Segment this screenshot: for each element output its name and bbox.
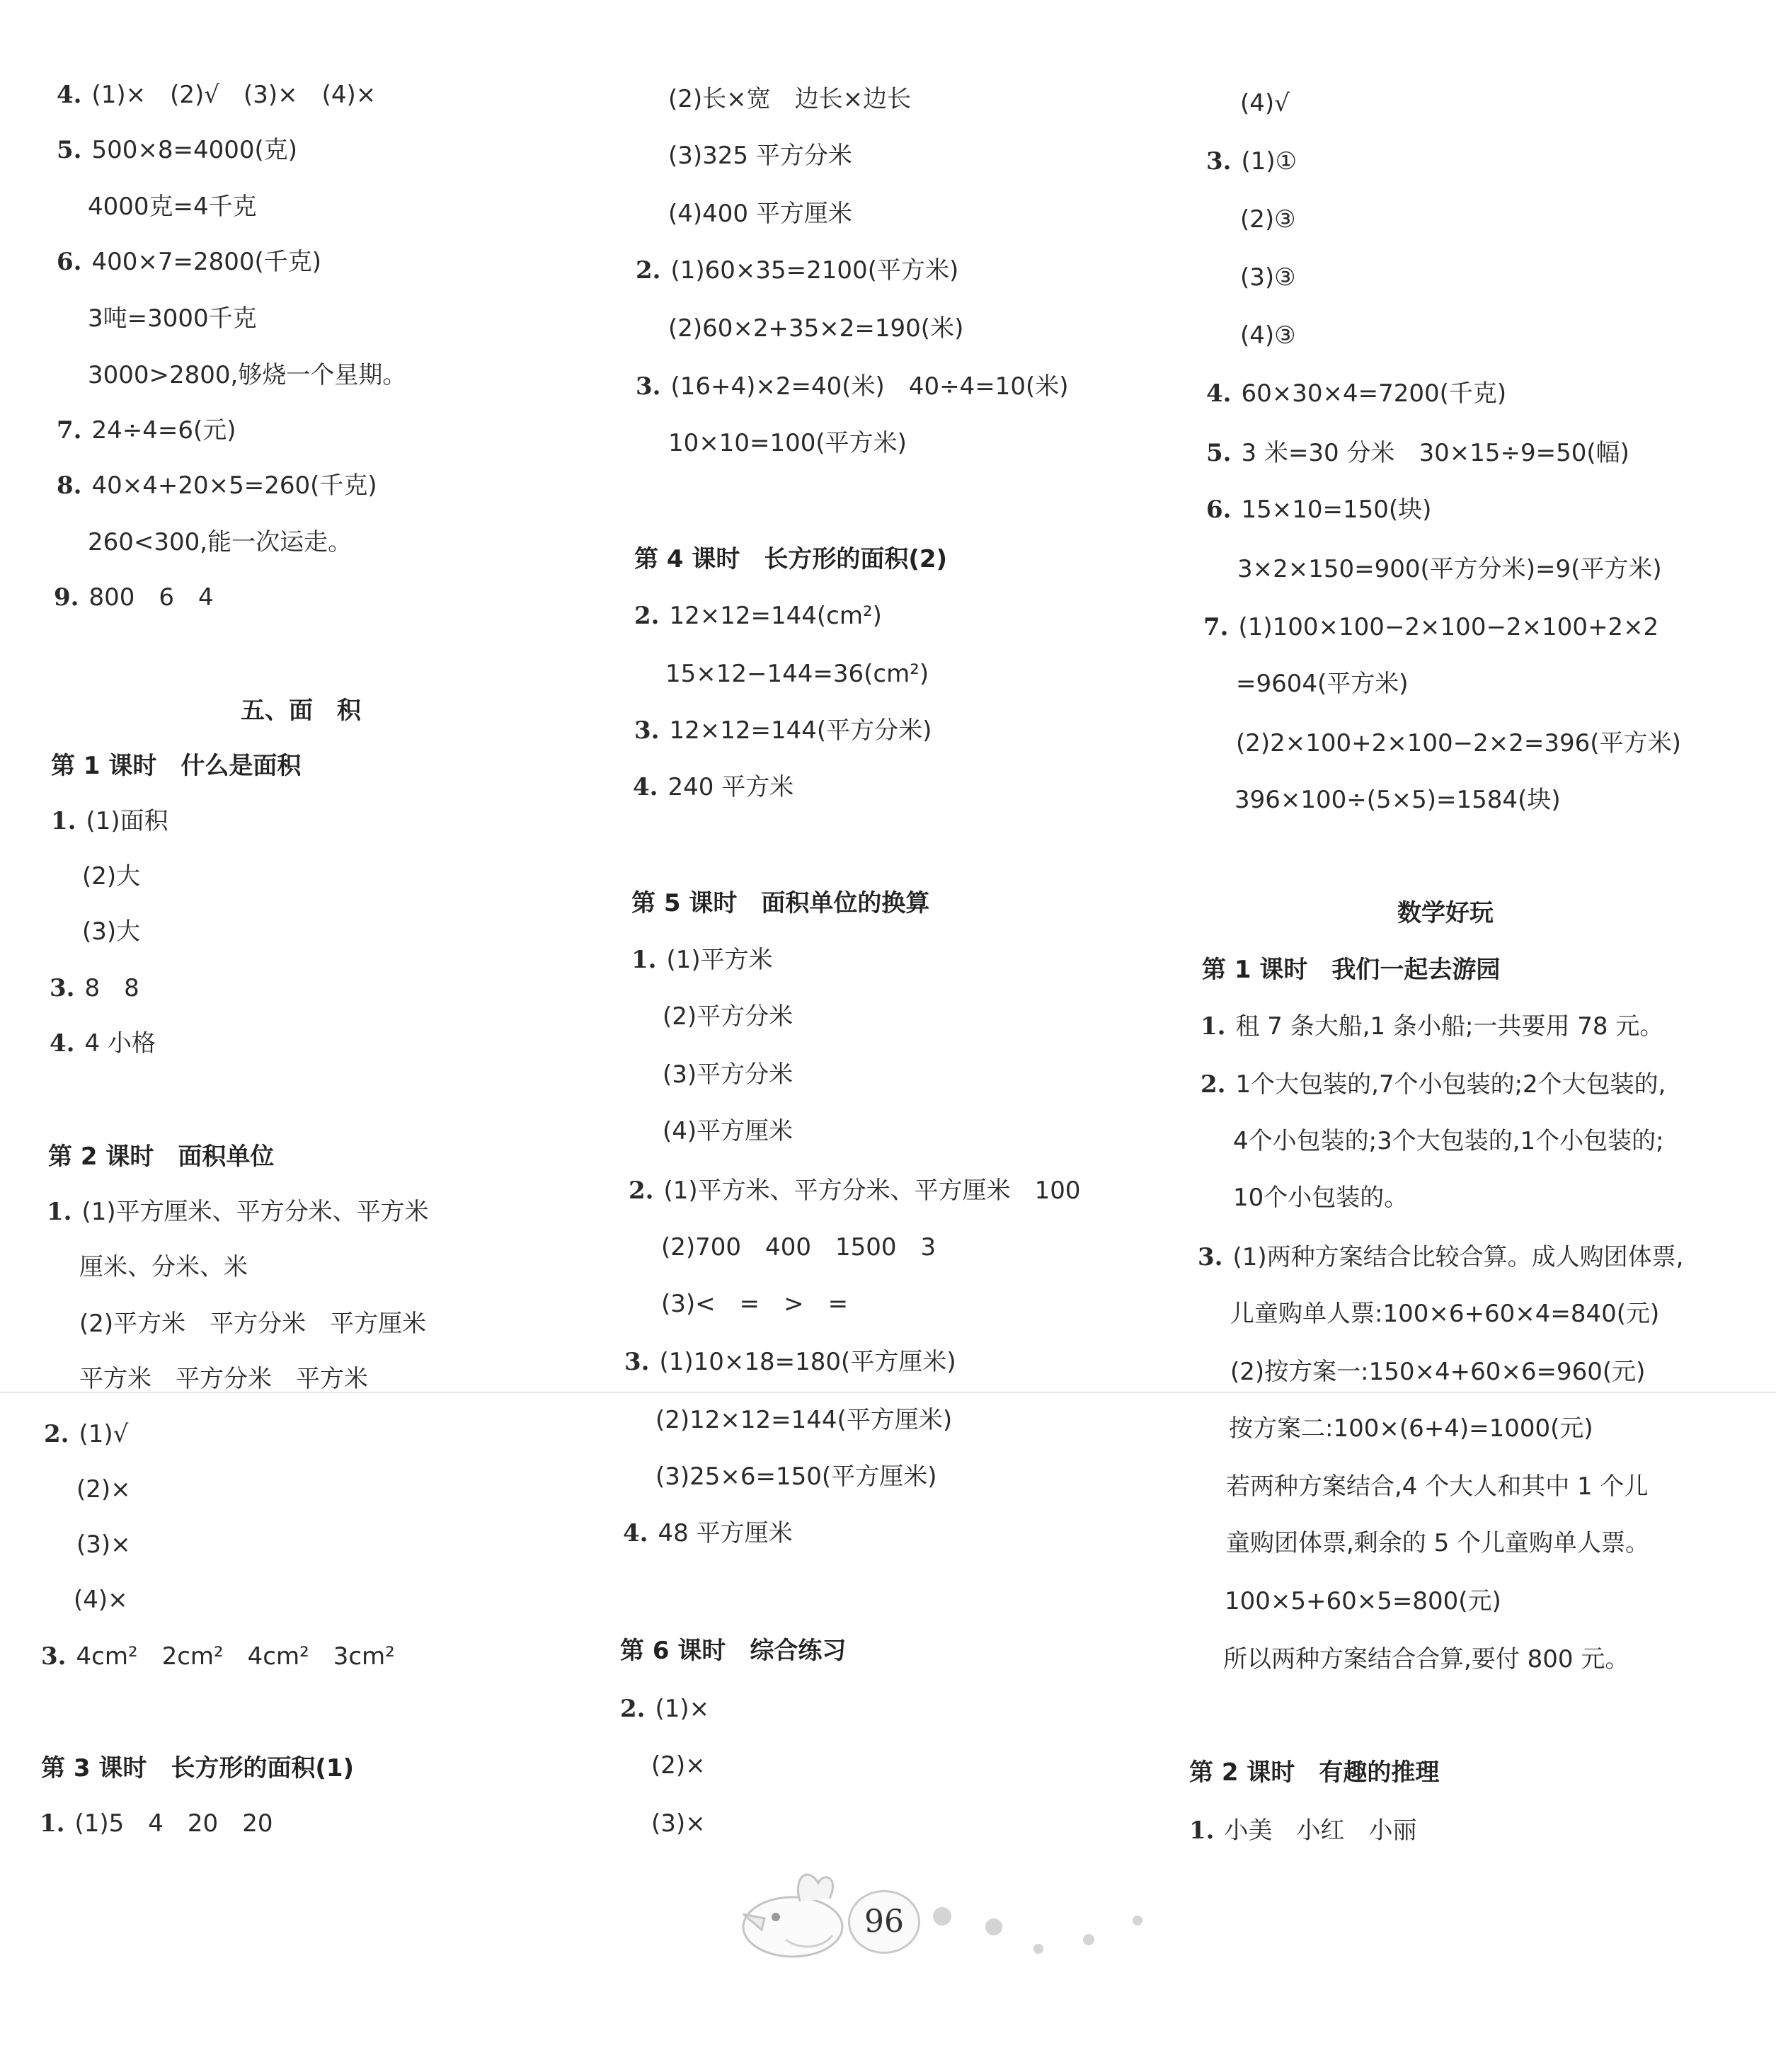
answer-line: 3. (1)10×18=180(平方厘米): [624, 1348, 956, 1376]
answer-line: (3)325 平方分米: [668, 142, 852, 170]
answer-line: 8. 40×4+20×5=260(千克): [57, 471, 377, 500]
answer-line: 9. 800 6 4: [54, 583, 214, 612]
lesson-heading: 第 2 课时 面积单位: [48, 1143, 275, 1171]
answer-line: 儿童购单人票:100×6+60×4=840(元): [1230, 1300, 1660, 1328]
answer-line: 厘米、分米、米: [79, 1253, 248, 1281]
lesson-heading: 第 4 课时 长方形的面积(2): [634, 545, 948, 573]
unit-title: 五、面 积: [241, 697, 361, 725]
answer-line: (2)60×2+35×2=190(米): [668, 314, 964, 343]
column-1: [0, 0, 580, 1911]
answer-line: 3. 12×12=144(平方分米): [634, 716, 932, 745]
answer-line: 3000>2800,够烧一个星期。: [88, 361, 407, 389]
answer-line: 10×10=100(平方米): [668, 429, 907, 457]
answer-line: (4)③: [1240, 321, 1296, 350]
decor-dot: [985, 1918, 1002, 1935]
answer-line: (2)平方米 平方分米 平方厘米: [79, 1310, 427, 1338]
answer-line: (3)×: [651, 1809, 706, 1838]
answer-line: 260<300,能一次运走。: [88, 528, 353, 556]
column-3: [1178, 0, 1758, 1911]
answer-line: (2)平方分米: [663, 1002, 794, 1031]
answer-line: (2)大: [82, 862, 141, 891]
answer-line: 6. 15×10=150(块): [1206, 496, 1432, 524]
answer-line: 2. (1)60×35=2100(平方米): [636, 256, 959, 285]
answer-line: 5. 3 米=30 分米 30×15÷9=50(幅): [1206, 439, 1629, 467]
answer-line: (4)√: [1240, 89, 1290, 118]
answer-line: 1. (1)平方厘米、平方分米、平方米: [47, 1198, 429, 1226]
answer-line: 3. (1)两种方案结合比较合算。成人购团体票,: [1198, 1243, 1684, 1271]
decor-dot: [933, 1907, 951, 1925]
answer-line: (3)< = > =: [661, 1290, 849, 1318]
answer-line: 396×100÷(5×5)=1584(块): [1234, 786, 1561, 814]
answer-line: 3. 8 8: [50, 974, 139, 1002]
answer-line: 3. (16+4)×2=40(米) 40÷4=10(米): [636, 372, 1069, 401]
answer-line: 1. (1)平方米: [631, 946, 773, 974]
unit-title: 数学好玩: [1397, 899, 1494, 927]
lesson-heading: 第 1 课时 什么是面积: [51, 752, 302, 780]
answer-line: 平方米 平方分米 平方米: [79, 1365, 368, 1393]
answer-line: 10个小包装的。: [1233, 1184, 1409, 1212]
answer-line: (2)长×宽 边长×边长: [668, 85, 912, 113]
answer-line: (3)×: [76, 1530, 131, 1559]
answer-line: 3. 4cm² 2cm² 4cm² 3cm²: [41, 1642, 395, 1671]
answer-line: 7. (1)100×100−2×100−2×100+2×2: [1203, 613, 1659, 641]
answer-line: 按方案二:100×(6+4)=1000(元): [1229, 1414, 1593, 1443]
answer-line: =9604(平方米): [1236, 670, 1409, 698]
answer-line: 4. 240 平方米: [633, 773, 794, 801]
column-2: [592, 0, 1172, 1911]
answer-line: 童购团体票,剩余的 5 个儿童购单人票。: [1226, 1529, 1650, 1557]
answer-line: 6. 400×7=2800(千克): [57, 248, 322, 276]
answer-line: 4. 4 小格: [50, 1029, 156, 1058]
answer-line: 100×5+60×5=800(元): [1225, 1587, 1501, 1615]
answer-line: (2)③: [1240, 205, 1296, 234]
answer-line: 15×12−144=36(cm²): [665, 660, 929, 688]
answer-line: 5. 500×8=4000(克): [57, 136, 298, 164]
answer-line: 2. (1)√: [44, 1420, 129, 1448]
answer-line: 1. (1)面积: [51, 807, 168, 835]
lesson-heading: 第 6 课时 综合练习: [620, 1637, 847, 1665]
answer-line: 2. 12×12=144(cm²): [634, 602, 882, 630]
answer-line: 1. 租 7 条大船,1 条小船;一共要用 78 元。: [1201, 1012, 1664, 1041]
answer-line: (3)大: [82, 917, 141, 946]
decor-dot: [1133, 1916, 1142, 1925]
answer-line: 2. 1个大包装的,7个小包装的;2个大包装的,: [1201, 1070, 1666, 1099]
bird-icon: [715, 1862, 857, 1968]
answer-line: 4个小包装的;3个大包装的,1个小包装的;: [1233, 1127, 1664, 1155]
answer-line: 4. 48 平方厘米: [623, 1519, 793, 1547]
answer-line: (2)12×12=144(平方厘米): [655, 1406, 953, 1434]
answer-line: 4. 60×30×4=7200(千克): [1206, 379, 1507, 408]
answer-line: 4. (1)× (2)√ (3)× (4)×: [57, 81, 377, 109]
answer-line: 若两种方案结合,4 个大人和其中 1 个儿: [1226, 1472, 1649, 1501]
answer-line: 1. 小美 小红 小丽: [1189, 1816, 1417, 1845]
answer-line: (2)×: [651, 1751, 706, 1780]
answer-line: (3)25×6=150(平方厘米): [655, 1463, 937, 1491]
decor-dot: [1083, 1934, 1094, 1945]
answer-line: 1. (1)5 4 20 20: [40, 1809, 273, 1838]
decor-dot: [1033, 1944, 1043, 1954]
answer-line: (4)400 平方厘米: [668, 200, 852, 228]
answer-line: 3. (1)①: [1206, 147, 1297, 176]
answer-line: 所以两种方案结合合算,要付 800 元。: [1223, 1645, 1629, 1673]
answer-line: (3)③: [1240, 263, 1296, 292]
answer-line: 7. 24÷4=6(元): [57, 416, 236, 445]
answer-line: 4000克=4千克: [88, 193, 257, 221]
answer-line: (2)×: [76, 1475, 131, 1504]
lesson-heading: 第 3 课时 长方形的面积(1): [41, 1754, 355, 1782]
answer-line: 3吨=3000千克: [88, 304, 257, 333]
page-number: 96: [848, 1890, 920, 1954]
answer-line: 2. (1)平方米、平方分米、平方厘米 100: [629, 1177, 1081, 1205]
answer-line: 2. (1)×: [620, 1695, 710, 1723]
lesson-heading: 第 2 课时 有趣的推理: [1189, 1758, 1440, 1787]
answer-line: (3)平方分米: [663, 1060, 794, 1089]
answer-line: (4)平方厘米: [663, 1117, 794, 1145]
lesson-heading: 第 5 课时 面积单位的换算: [631, 889, 930, 917]
answer-line: (2)2×100+2×100−2×2=396(平方米): [1236, 729, 1681, 757]
answer-line: 3×2×150=900(平方分米)=9(平方米): [1237, 555, 1662, 583]
answer-line: (4)×: [74, 1586, 128, 1614]
answer-line: (2)700 400 1500 3: [661, 1233, 936, 1261]
answer-line: (2)按方案一:150×4+60×6=960(元): [1230, 1358, 1646, 1386]
lesson-heading: 第 1 课时 我们一起去游园: [1202, 956, 1501, 984]
